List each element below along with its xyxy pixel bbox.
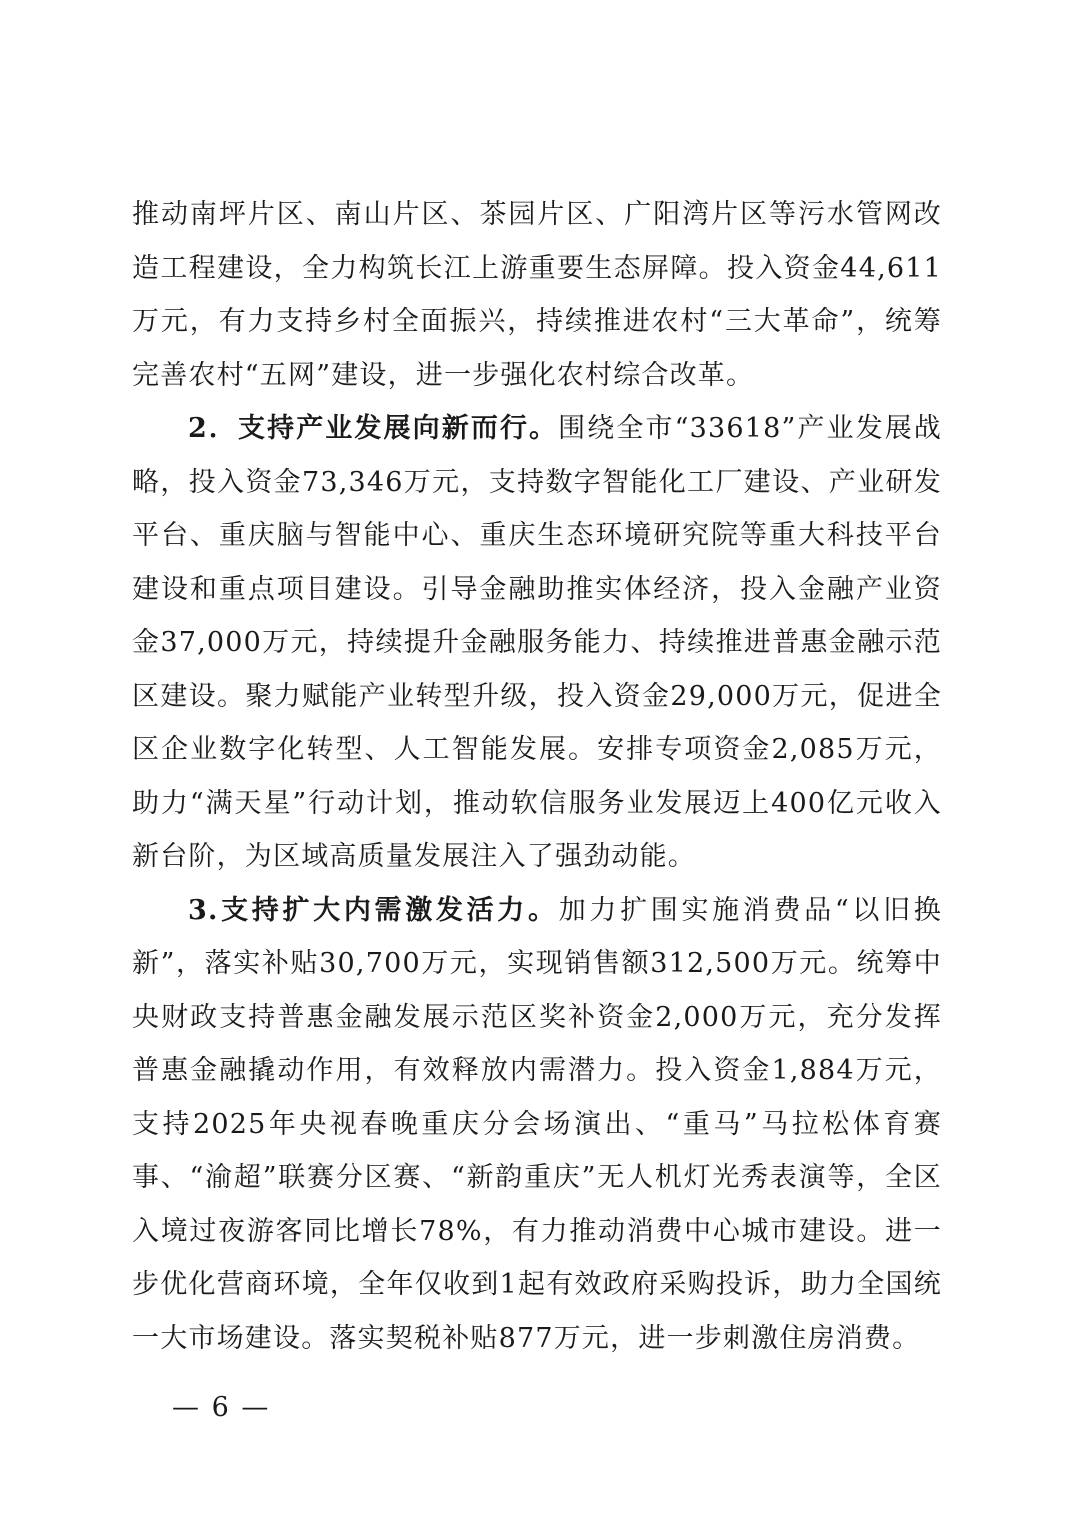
paragraph-text: 推动南坪片区、南山片区、茶园片区、广阳湾片区等污水管网改造工程建设，全力构筑长江上游重要生态屏障。投入资金44,611万元，有力支持乡村全面振兴，持续推进农村“三大革命”，统筹完善农村“五网”建设，进一步强化农村综合改革。 <box>132 199 942 391</box>
paragraph-heading: 3.支持扩大内需激发活力。 <box>188 894 559 926</box>
document-body <box>132 188 942 1365</box>
paragraph-text: 围绕全市“33618”产业发展战略，投入资金73,346万元，支持数字智能化工厂建设、产业研发平台、重庆脑与智能中心、重庆生态环境研究院等重大科技平台建设和重点项目建设。引导金融助推实体经济，投入金融产业资金37,000万元，持续提升金融服务能力、持续推进普惠金融示范区建设。聚力赋能产业转型升级，投入资金29,000万元，促进全区企业数字化转型、人工智能发展。安排专项资金2,085万元，助力“满天星”行动计划，推动软信服务业发展迈上400亿元收入新台阶，为区域高质量发展注入了强劲动能。 <box>132 413 942 872</box>
paragraph-domestic-demand <box>132 884 942 1366</box>
paragraph-heading: 2．支持产业发展向新而行。 <box>188 413 559 444</box>
paragraph-industry-development <box>132 402 942 884</box>
paragraph-continuation <box>132 188 942 402</box>
paragraph-text: 加力扩围实施消费品“以旧换新”，落实补贴30,700万元，实现销售额312,500万元。统筹中央财政支持普惠金融发展示范区奖补资金2,000万元，充分发挥普惠金融撬动作用，有效释放内需潜力。投入资金1,884万元，支持2025年央视春晚重庆分会场演出、“重马”马拉松体育赛事、“渝超”联赛分区赛、“新韵重庆”无人机灯光秀表演等，全区入境过夜游客同比增长78%，有力推动消费中心城市建设。进一步优化营商环境，全年仅收到1起有效政府采购投诉，助力全国统一大市场建设。落实契税补贴877万元，进一步刺激住房消费。 <box>132 894 942 1354</box>
page-number: — 6 — <box>172 1392 271 1423</box>
